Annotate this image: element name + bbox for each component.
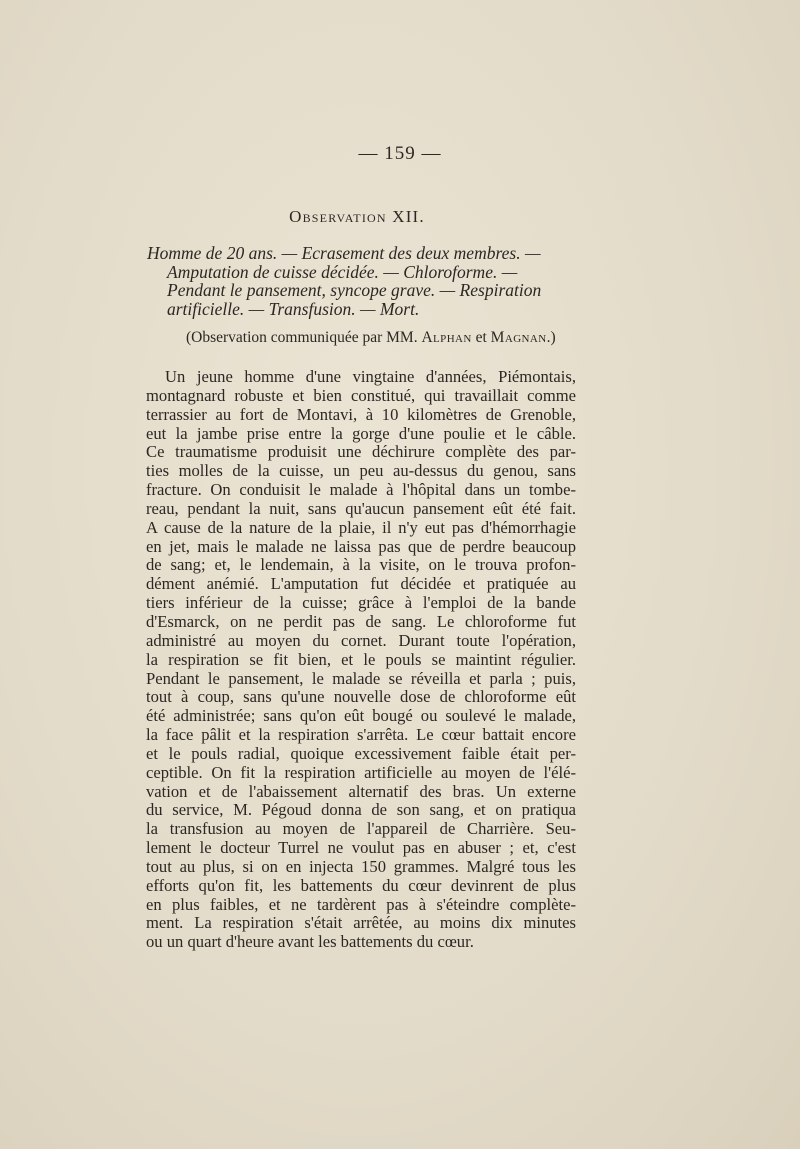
- body-line: tout au plus, si on en injecta 150 grammes. Malgré tous les: [146, 856, 576, 876]
- body-line: du service, M. Pégoud donna de son sang, et on pratiqua: [146, 800, 576, 820]
- observation-body: [146, 368, 576, 952]
- body-line: A cause de la nature de la plaie, il n'y eut pas d'hémorrhagie: [146, 517, 576, 537]
- observation-title: Observation XII.: [289, 207, 425, 226]
- body-line: Un jeune homme d'une vingtaine d'années, Piémontais,: [165, 367, 576, 386]
- body-line: la face pâlit et la respiration s'arrêta. Le cœur battait encore: [146, 725, 576, 745]
- body-line: tout à coup, sans qu'une nouvelle dose de chloroforme eût: [146, 687, 576, 707]
- body-line: efforts qu'on fit, les battements du cœur devinrent de plus: [146, 875, 576, 895]
- body-line: ment. La respiration s'était arrêtée, au moins dix minutes: [146, 913, 576, 933]
- body-line: vation et de l'abaissement alternatif des bras. Un externe: [146, 781, 576, 801]
- body-line: terrassier au fort de Montavi, à 10 kilomètres de Grenoble,: [146, 404, 576, 424]
- body-line: fracture. On conduisit le malade à l'hôpital dans un tombe-: [146, 480, 576, 500]
- body-line: la transfusion au moyen de l'appareil de Charrière. Seu-: [146, 819, 576, 839]
- body-line: montagnard robuste et bien constitué, qui travaillait comme: [146, 385, 576, 405]
- credit-prefix: (Observation communiquée par MM.: [186, 329, 422, 346]
- body-line: lement le docteur Turrel ne voulut pas en abuser ; et, c'est: [146, 838, 576, 858]
- body-line: administré au moyen du cornet. Durant toute l'opération,: [146, 630, 576, 650]
- summary-line: Amputation de cuisse décidée. — Chloroforme. —: [167, 261, 518, 282]
- body-line: de sang; et, le lendemain, à la visite, on le trouva profon-: [146, 555, 576, 575]
- summary-line: Pendant le pansement, syncope grave. — Respiration: [167, 280, 542, 301]
- body-line: ou un quart d'heure avant les battements du cœur.: [146, 932, 474, 952]
- body-line: eut la jambe prise entre la gorge d'une poulie et le câble.: [146, 423, 576, 443]
- body-line: été administrée; sans qu'on eût bougé ou soulevé le malade,: [146, 706, 576, 726]
- summary-line: Homme de 20 ans. — Ecrasement des deux membres. —: [147, 243, 541, 263]
- body-line: ceptible. On fit la respiration artificielle au moyen de l'élé-: [146, 762, 576, 782]
- body-line: la respiration se fit bien, et le pouls se maintint régulier.: [146, 649, 576, 669]
- body-line: et le pouls radial, quoique excessivement faible était per-: [146, 743, 576, 763]
- body-line: ties molles de la cuisse, un peu au-dessus du genou, sans: [146, 461, 576, 481]
- author-name: Alphan: [421, 329, 472, 346]
- body-line: Ce traumatisme produisit une déchirure complète des par-: [146, 442, 576, 462]
- body-line: d'Esmarck, on ne perdit pas de sang. Le chloroforme fut: [146, 611, 576, 631]
- body-line: tiers inférieur de la cuisse; grâce à l'emploi de la bande: [146, 593, 576, 613]
- credit-suffix: .): [546, 329, 556, 346]
- body-line: dément anémié. L'amputation fut décidée et pratiquée au: [146, 574, 576, 594]
- summary-line: artificielle. — Transfusion. — Mort.: [167, 298, 420, 319]
- author-name: Magnan: [490, 329, 547, 346]
- case-summary: [147, 244, 575, 318]
- body-line: reau, pendant la nuit, sans qu'aucun pansement eût été fait.: [146, 498, 576, 518]
- credit-joiner: et: [471, 329, 491, 346]
- page-number: — 159 —: [358, 143, 442, 164]
- body-line: Pendant le pansement, le malade se réveilla et parla ; puis,: [146, 668, 576, 688]
- communication-credit: [186, 329, 606, 347]
- body-line: en jet, mais le malade ne laissa pas que de perdre beaucoup: [146, 536, 576, 556]
- body-line: en plus faibles, et ne tardèrent pas à s'éteindre complète-: [146, 894, 576, 914]
